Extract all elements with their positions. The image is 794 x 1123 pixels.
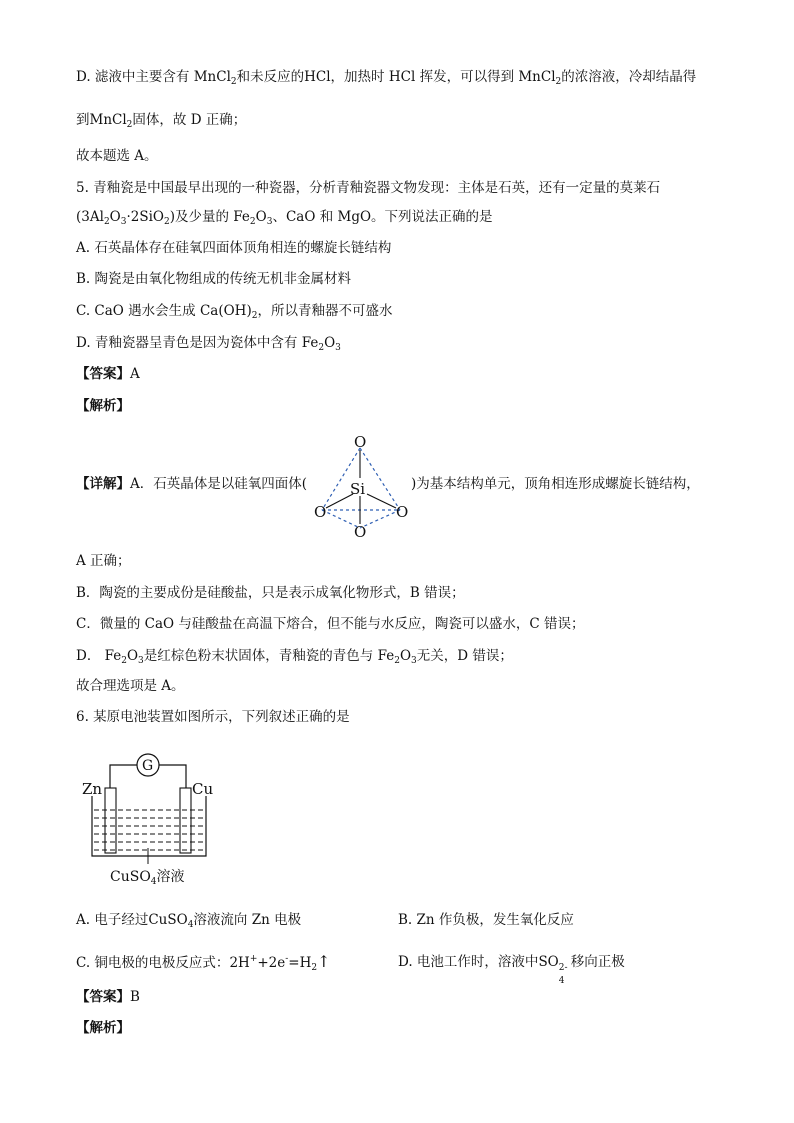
text: )及少量的 Fe xyxy=(169,209,250,225)
q6-option-d xyxy=(398,952,625,986)
subscript: 2 xyxy=(318,343,325,353)
superscript: + xyxy=(249,954,258,964)
subscript: 2 xyxy=(230,77,237,87)
superscript: 2- xyxy=(558,963,568,973)
subscript: 3 xyxy=(266,217,273,227)
q5-detail-d xyxy=(76,646,513,666)
gas-arrow-icon: ↑ xyxy=(317,952,331,971)
subscript: 2 xyxy=(251,311,258,321)
q5-option-c xyxy=(76,301,392,321)
q5-detail-a-cont: )为基本结构单元，顶角相连形成螺旋长链结构， xyxy=(411,476,700,492)
text: (3Al xyxy=(76,209,104,225)
q5-detail-b: B．陶瓷的主要成份是硅酸盐，只是表示成氧化物形式，B 错误； xyxy=(76,585,465,601)
q5-option-d xyxy=(76,333,341,353)
text: ，所以青釉器不可盛水 xyxy=(257,303,393,319)
text: 是红棕色粉末状固体，青釉瓷的青色与 Fe xyxy=(143,648,395,664)
formula: MnCl xyxy=(193,69,231,85)
text: O xyxy=(399,648,412,664)
subscript: 4 xyxy=(187,920,194,930)
subscript: 2 xyxy=(103,217,110,227)
formula: =H xyxy=(288,955,312,971)
subscript: 2 xyxy=(249,217,256,227)
subscript: 2 xyxy=(311,963,318,973)
subscript: 2 xyxy=(555,77,562,87)
subscript: 2 xyxy=(164,217,170,227)
q5-answer xyxy=(76,364,140,384)
text: A. 电子经过 xyxy=(76,912,149,928)
q6-analysis-label: 【解析】 xyxy=(76,1020,130,1036)
subscript: 3 xyxy=(335,343,341,353)
text: 移向正极 xyxy=(570,954,625,970)
text: ·2SiO xyxy=(126,209,164,225)
formula: MnCl xyxy=(89,112,127,128)
text: O xyxy=(255,209,267,225)
q5-stem-line2 xyxy=(76,207,493,227)
formula: 2H xyxy=(229,955,250,971)
text: 的浓溶液，冷却结晶得 xyxy=(561,69,697,85)
text: D. 青釉瓷器呈青色是因为瓷体中含有 Fe xyxy=(76,335,319,351)
summary-q4: 故本题选 A。 xyxy=(76,148,158,164)
text: 无关，D 错误； xyxy=(416,648,513,664)
oxygen-left: O xyxy=(314,503,327,521)
text: C. CaO 遇水会生成 Ca(OH) xyxy=(76,303,252,319)
detail-label: 【详解】 xyxy=(76,476,130,492)
subscript: 3 xyxy=(120,217,127,227)
cu-electrode-label: Cu xyxy=(192,780,214,798)
text: 固体，故 D 正确； xyxy=(132,112,247,128)
q6-option-c xyxy=(76,952,331,973)
answer-value: A xyxy=(130,366,140,382)
summary-q5: 故合理选项是 A。 xyxy=(76,678,185,694)
zn-electrode-label: Zn xyxy=(82,780,103,798)
solution-label: CuSO$_4$溶液 xyxy=(110,869,185,887)
superscript: - xyxy=(285,954,289,964)
q6-stem: 6. 某原电池装置如图所示，下列叙述正确的是 xyxy=(76,709,350,725)
q5-a-correct: A 正确； xyxy=(76,553,131,569)
text: O xyxy=(324,335,336,351)
q5-stem-line1: 5. 青釉瓷是中国最早出现的一种瓷器，分析青釉瓷器文物发现：主体是石英，还有一定量的莫莱石 xyxy=(76,180,661,196)
silicon-oxygen-tetrahedron-diagram xyxy=(308,428,412,542)
text: A．石英晶体是以硅氧四面体( xyxy=(130,476,308,492)
oxygen-bottom: O xyxy=(354,523,367,541)
answer-label: 【答案】 xyxy=(76,989,130,1005)
text: C. 铜电极的电极反应式： xyxy=(76,955,230,971)
subscript: 3 xyxy=(411,656,417,666)
q5-detail-c: C．微量的 CaO 与硅酸盐在高温下熔合，但不能与水反应，陶瓷可以盛水，C 错误； xyxy=(76,616,585,632)
q5-detail-a xyxy=(76,474,307,494)
q6-answer xyxy=(76,987,140,1007)
q6-option-b: B. Zn 作负极，发生氧化反应 xyxy=(398,912,574,928)
formula: SO xyxy=(538,954,559,970)
q5-option-b: B. 陶瓷是由氧化物组成的传统无机非金属材料 xyxy=(76,271,352,287)
formula: CuSO xyxy=(148,912,188,928)
text: D. 滤液中主要含有 xyxy=(76,69,190,85)
q6-option-a xyxy=(76,910,301,930)
text: 溶液流向 Zn 电极 xyxy=(193,912,302,928)
text: 和未反应的HCl，加热时 HCl 挥发，可以得到 xyxy=(236,69,515,85)
oxygen-top: O xyxy=(354,433,367,451)
text: O xyxy=(109,209,121,225)
subscript: 2 xyxy=(121,656,127,666)
prev-option-d-line1 xyxy=(76,67,696,87)
text: 、CaO 和 MgO。下列说法正确的是 xyxy=(272,209,493,225)
formula: +2e xyxy=(257,955,286,971)
answer-label: 【答案】 xyxy=(76,366,130,382)
oxygen-right: O xyxy=(396,503,409,521)
text: 到 xyxy=(76,112,90,128)
subscript: 3 xyxy=(138,656,144,666)
answer-value: B xyxy=(130,989,140,1005)
prev-option-d-line2 xyxy=(76,110,246,130)
text: D. 电池工作时，溶液中 xyxy=(398,954,539,970)
galvanic-cell-diagram xyxy=(80,748,215,890)
formula: MnCl xyxy=(518,69,556,85)
subscript: 4 xyxy=(558,976,565,986)
subscript: 2 xyxy=(394,656,400,666)
text: D． Fe xyxy=(76,648,122,664)
q5-option-a: A. 石英晶体存在硅氧四面体顶角相连的螺旋长链结构 xyxy=(76,240,392,256)
subscript: 2 xyxy=(126,120,133,130)
text: O xyxy=(126,648,139,664)
q5-analysis-label: 【解析】 xyxy=(76,398,130,414)
galvanometer-label: G xyxy=(142,758,154,774)
silicon-center: Si xyxy=(350,480,366,498)
